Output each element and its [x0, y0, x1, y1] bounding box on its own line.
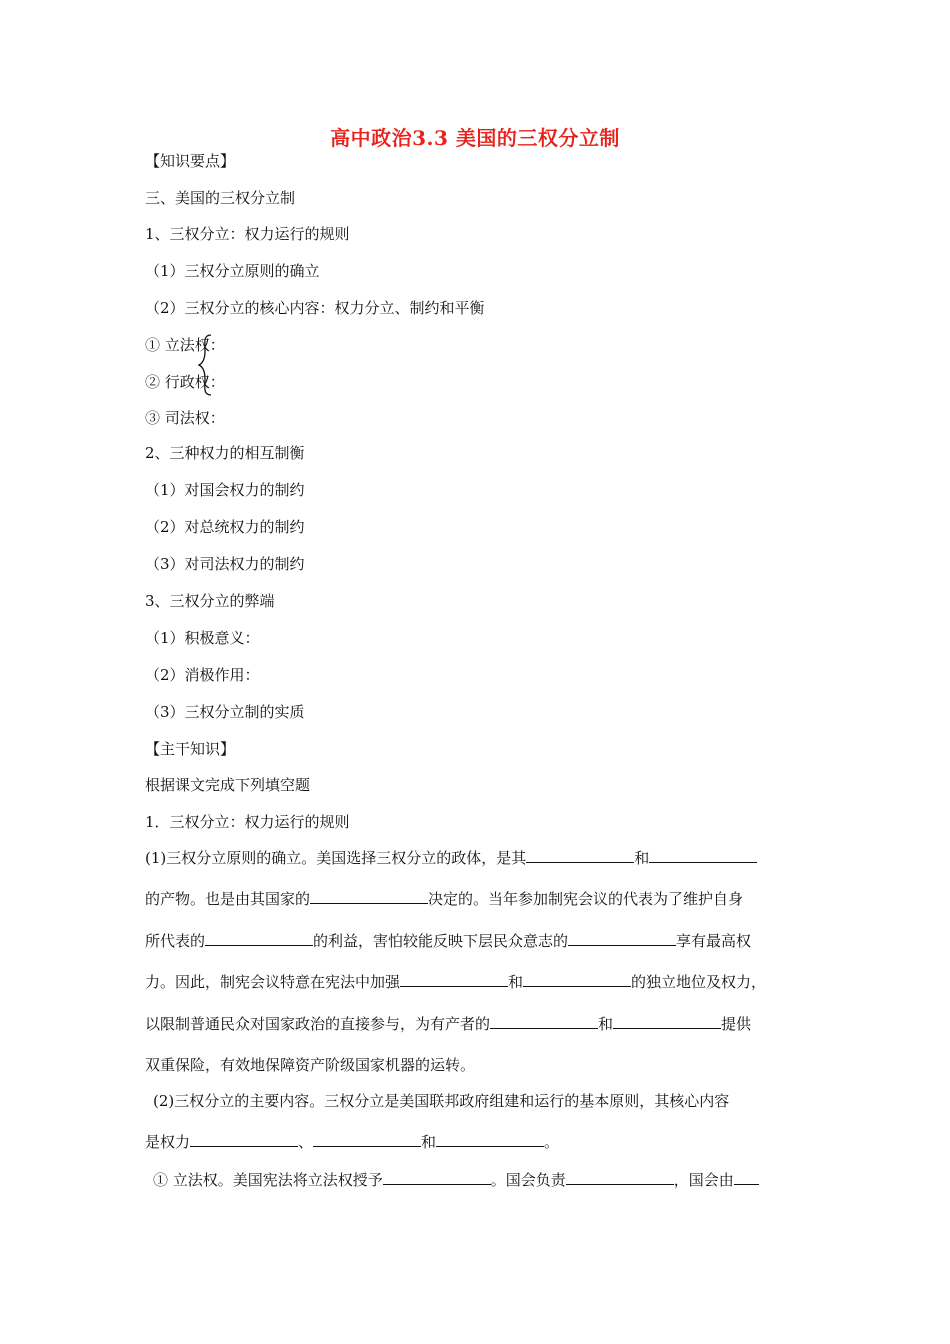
- outline-line: （1）三权分立原则的确立: [145, 262, 320, 280]
- fill-blank[interactable]: [383, 1170, 491, 1185]
- outline-line: 3、三权分立的弊端: [145, 592, 275, 610]
- paragraph-line: (1)三权分立原则的确立。美国选择三权分立的政体，是其 和: [145, 848, 815, 868]
- outline-line: 1、三权分立：权力运行的规则: [145, 225, 350, 243]
- outline-line: ③ 司法权：: [145, 409, 225, 427]
- outline-line: （2）消极作用：: [145, 666, 260, 684]
- paragraph-line: (2)三权分立的主要内容。三权分立是美国联邦政府组建和运行的基本原则，其核心内容: [153, 1092, 730, 1110]
- outline-line: ① 立法权：: [145, 336, 225, 354]
- fill-blank[interactable]: [190, 1132, 298, 1147]
- document-title: 高中政治3.3 美国的三权分立制: [330, 126, 620, 150]
- fill-blank[interactable]: [649, 848, 757, 863]
- outline-line: （3）三权分立制的实质: [145, 703, 305, 721]
- outline-line: （2）对总统权力的制约: [145, 518, 305, 536]
- paragraph-line: 所代表的 的利益，害怕较能反映下层民众意志的 享有最高权: [145, 932, 752, 950]
- instruction-line: 根据课文完成下列填空题: [145, 776, 311, 794]
- fill-blank[interactable]: [310, 889, 428, 904]
- paragraph-line: 的产物。也是由其国家的 决定的。当年参加制宪会议的代表为了维护自身: [145, 890, 744, 908]
- fill-blank[interactable]: [490, 1014, 598, 1029]
- outline-line: （1）对国会权力的制约: [145, 481, 305, 499]
- curly-brace-icon: [195, 333, 219, 397]
- fill-blank[interactable]: [734, 1170, 759, 1185]
- outline-line: 1．三权分立：权力运行的规则: [145, 813, 350, 831]
- fill-blank[interactable]: [613, 1014, 721, 1029]
- fill-blank[interactable]: [313, 1132, 421, 1147]
- outline-line: ② 行政权：: [145, 373, 225, 391]
- paragraph-line: 双重保险，有效地保障资产阶级国家机器的运转。: [145, 1056, 476, 1074]
- outline-line: （2）三权分立的核心内容：权力分立、制约和平衡: [145, 299, 485, 317]
- outline-line: 2、三种权力的相互制衡: [145, 444, 305, 462]
- paragraph-line: 以限制普通民众对国家政治的直接参与，为有产者的 和 提供: [145, 1015, 752, 1033]
- section-heading-knowledge-points: 【知识要点】: [145, 152, 236, 170]
- paragraph-line: ① 立法权。美国宪法将立法权授予 。国会负责 ，国会由: [153, 1170, 823, 1190]
- fill-blank[interactable]: [526, 848, 634, 863]
- fill-blank[interactable]: [436, 1132, 544, 1147]
- fill-blank[interactable]: [568, 931, 676, 946]
- paragraph-line: 是权力 、 和 。: [145, 1133, 560, 1151]
- fill-blank[interactable]: [400, 972, 508, 987]
- section-heading-main-knowledge: 【主干知识】: [145, 740, 236, 758]
- outline-line: （3）对司法权力的制约: [145, 555, 305, 573]
- outline-line: （1）积极意义：: [145, 629, 260, 647]
- fill-blank[interactable]: [523, 972, 631, 987]
- paragraph-line: 力。因此，制宪会议特意在宪法中加强 和 的独立地位及权力，: [145, 973, 767, 991]
- outline-line: 三、美国的三权分立制: [145, 189, 296, 207]
- fill-blank[interactable]: [205, 931, 313, 946]
- fill-blank[interactable]: [566, 1170, 674, 1185]
